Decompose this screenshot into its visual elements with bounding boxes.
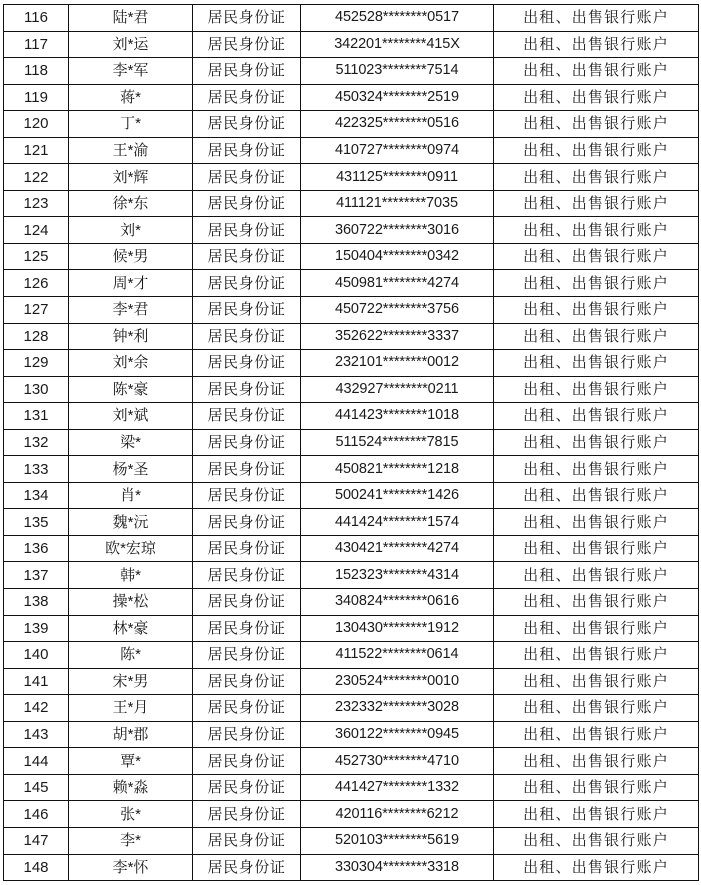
id-number-cell: 450981********4274: [301, 270, 494, 297]
person-name-cell: 杨*圣: [69, 456, 193, 483]
id-type-cell: 居民身份证: [193, 562, 301, 589]
id-type-cell: 居民身份证: [193, 403, 301, 430]
reason-cell: 出租、出售银行账户: [494, 84, 699, 111]
id-type-cell: 居民身份证: [193, 350, 301, 377]
id-type-cell: 居民身份证: [193, 217, 301, 244]
person-name-cell: 蒋*: [69, 84, 193, 111]
row-number-cell: 117: [4, 31, 69, 58]
row-number-cell: 146: [4, 801, 69, 828]
id-type-cell: 居民身份证: [193, 854, 301, 881]
row-number-cell: 121: [4, 137, 69, 164]
table-row: [4, 589, 699, 616]
id-type-cell: 居民身份证: [193, 323, 301, 350]
person-name-cell: 魏*沅: [69, 509, 193, 536]
table-row: [4, 429, 699, 456]
id-number-cell: 520103********5619: [301, 827, 494, 854]
id-type-cell: 居民身份证: [193, 270, 301, 297]
id-type-cell: 居民身份证: [193, 509, 301, 536]
reason-cell: 出租、出售银行账户: [494, 509, 699, 536]
table-row: [4, 5, 699, 32]
person-name-cell: 肖*: [69, 482, 193, 509]
row-number-cell: 131: [4, 403, 69, 430]
table-row: [4, 217, 699, 244]
row-number-cell: 145: [4, 774, 69, 801]
id-type-cell: 居民身份证: [193, 164, 301, 191]
reason-cell: 出租、出售银行账户: [494, 297, 699, 324]
row-number-cell: 134: [4, 482, 69, 509]
person-name-cell: 操*松: [69, 589, 193, 616]
table-row: [4, 84, 699, 111]
row-number-cell: 125: [4, 243, 69, 270]
row-number-cell: 138: [4, 589, 69, 616]
reason-cell: 出租、出售银行账户: [494, 217, 699, 244]
id-type-cell: 居民身份证: [193, 31, 301, 58]
reason-cell: 出租、出售银行账户: [494, 774, 699, 801]
id-type-cell: 居民身份证: [193, 297, 301, 324]
id-type-cell: 居民身份证: [193, 748, 301, 775]
person-name-cell: 钟*利: [69, 323, 193, 350]
table-row: [4, 297, 699, 324]
id-type-cell: 居民身份证: [193, 827, 301, 854]
reason-cell: 出租、出售银行账户: [494, 403, 699, 430]
reason-cell: 出租、出售银行账户: [494, 748, 699, 775]
id-number-cell: 342201********415X: [301, 31, 494, 58]
row-number-cell: 143: [4, 721, 69, 748]
person-name-cell: 王*渝: [69, 137, 193, 164]
id-number-cell: 130430********1912: [301, 615, 494, 642]
reason-cell: 出租、出售银行账户: [494, 243, 699, 270]
table-row: [4, 137, 699, 164]
reason-cell: 出租、出售银行账户: [494, 827, 699, 854]
table-row: [4, 164, 699, 191]
row-number-cell: 133: [4, 456, 69, 483]
row-number-cell: 144: [4, 748, 69, 775]
id-number-cell: 422325********0516: [301, 111, 494, 138]
row-number-cell: 142: [4, 695, 69, 722]
reason-cell: 出租、出售银行账户: [494, 111, 699, 138]
row-number-cell: 130: [4, 376, 69, 403]
row-number-cell: 141: [4, 668, 69, 695]
id-number-cell: 432927********0211: [301, 376, 494, 403]
id-type-cell: 居民身份证: [193, 137, 301, 164]
reason-cell: 出租、出售银行账户: [494, 350, 699, 377]
id-number-cell: 360122********0945: [301, 721, 494, 748]
reason-cell: 出租、出售银行账户: [494, 58, 699, 85]
person-name-cell: 徐*东: [69, 190, 193, 217]
row-number-cell: 140: [4, 642, 69, 669]
table-row: [4, 721, 699, 748]
table-row: [4, 774, 699, 801]
id-number-cell: 352622********3337: [301, 323, 494, 350]
id-number-cell: 450722********3756: [301, 297, 494, 324]
table-row: [4, 827, 699, 854]
person-name-cell: 赖*淼: [69, 774, 193, 801]
reason-cell: 出租、出售银行账户: [494, 5, 699, 32]
id-type-cell: 居民身份证: [193, 482, 301, 509]
reason-cell: 出租、出售银行账户: [494, 482, 699, 509]
id-type-cell: 居民身份证: [193, 243, 301, 270]
row-number-cell: 118: [4, 58, 69, 85]
row-number-cell: 132: [4, 429, 69, 456]
table-row: [4, 350, 699, 377]
id-number-cell: 511524********7815: [301, 429, 494, 456]
table-row: [4, 403, 699, 430]
id-type-cell: 居民身份证: [193, 589, 301, 616]
table-row: [4, 562, 699, 589]
row-number-cell: 147: [4, 827, 69, 854]
person-name-cell: 张*: [69, 801, 193, 828]
table-row: [4, 695, 699, 722]
reason-cell: 出租、出售银行账户: [494, 589, 699, 616]
id-number-cell: 410727********0974: [301, 137, 494, 164]
person-name-cell: 林*豪: [69, 615, 193, 642]
id-number-cell: 450821********1218: [301, 456, 494, 483]
reason-cell: 出租、出售银行账户: [494, 535, 699, 562]
person-name-cell: 李*怀: [69, 854, 193, 881]
reason-cell: 出租、出售银行账户: [494, 429, 699, 456]
id-number-cell: 420116********6212: [301, 801, 494, 828]
person-name-cell: 胡*郡: [69, 721, 193, 748]
id-type-cell: 居民身份证: [193, 58, 301, 85]
table-row: [4, 58, 699, 85]
row-number-cell: 126: [4, 270, 69, 297]
id-number-cell: 511023********7514: [301, 58, 494, 85]
table-row: [4, 456, 699, 483]
id-type-cell: 居民身份证: [193, 84, 301, 111]
table-row: [4, 801, 699, 828]
reason-cell: 出租、出售银行账户: [494, 31, 699, 58]
person-name-cell: 梁*: [69, 429, 193, 456]
person-name-cell: 李*: [69, 827, 193, 854]
id-type-cell: 居民身份证: [193, 456, 301, 483]
table-row: [4, 376, 699, 403]
reason-cell: 出租、出售银行账户: [494, 323, 699, 350]
table-row: [4, 748, 699, 775]
person-name-cell: 李*军: [69, 58, 193, 85]
row-number-cell: 124: [4, 217, 69, 244]
row-number-cell: 136: [4, 535, 69, 562]
id-number-cell: 452528********0517: [301, 5, 494, 32]
person-name-cell: 王*月: [69, 695, 193, 722]
id-type-cell: 居民身份证: [193, 5, 301, 32]
id-number-cell: 441423********1018: [301, 403, 494, 430]
id-type-cell: 居民身份证: [193, 668, 301, 695]
table-row: [4, 111, 699, 138]
reason-cell: 出租、出售银行账户: [494, 137, 699, 164]
person-name-cell: 陆*君: [69, 5, 193, 32]
id-number-cell: 360722********3016: [301, 217, 494, 244]
id-number-cell: 330304********3318: [301, 854, 494, 881]
row-number-cell: 148: [4, 854, 69, 881]
person-name-cell: 陈*: [69, 642, 193, 669]
table-row: [4, 323, 699, 350]
table-row: [4, 482, 699, 509]
id-type-cell: 居民身份证: [193, 642, 301, 669]
person-name-cell: 候*男: [69, 243, 193, 270]
table-row: [4, 854, 699, 881]
id-number-cell: 232332********3028: [301, 695, 494, 722]
reason-cell: 出租、出售银行账户: [494, 695, 699, 722]
id-number-cell: 150404********0342: [301, 243, 494, 270]
table-row: [4, 270, 699, 297]
row-number-cell: 128: [4, 323, 69, 350]
reason-cell: 出租、出售银行账户: [494, 270, 699, 297]
reason-cell: 出租、出售银行账户: [494, 668, 699, 695]
person-name-cell: 丁*: [69, 111, 193, 138]
row-number-cell: 127: [4, 297, 69, 324]
person-name-cell: 韩*: [69, 562, 193, 589]
person-name-cell: 刘*运: [69, 31, 193, 58]
row-number-cell: 135: [4, 509, 69, 536]
id-type-cell: 居民身份证: [193, 376, 301, 403]
person-name-cell: 覃*: [69, 748, 193, 775]
row-number-cell: 123: [4, 190, 69, 217]
table-row: [4, 190, 699, 217]
row-number-cell: 116: [4, 5, 69, 32]
id-type-cell: 居民身份证: [193, 801, 301, 828]
id-type-cell: 居民身份证: [193, 695, 301, 722]
person-name-cell: 陈*豪: [69, 376, 193, 403]
id-type-cell: 居民身份证: [193, 190, 301, 217]
id-type-cell: 居民身份证: [193, 721, 301, 748]
table-row: [4, 535, 699, 562]
reason-cell: 出租、出售银行账户: [494, 456, 699, 483]
table-row: [4, 615, 699, 642]
id-type-cell: 居民身份证: [193, 774, 301, 801]
table-row: [4, 668, 699, 695]
id-number-cell: 441427********1332: [301, 774, 494, 801]
id-number-cell: 450324********2519: [301, 84, 494, 111]
record-table: [3, 4, 699, 881]
id-number-cell: 431125********0911: [301, 164, 494, 191]
row-number-cell: 129: [4, 350, 69, 377]
reason-cell: 出租、出售银行账户: [494, 562, 699, 589]
reason-cell: 出租、出售银行账户: [494, 190, 699, 217]
table-row: [4, 642, 699, 669]
row-number-cell: 120: [4, 111, 69, 138]
table-row: [4, 243, 699, 270]
reason-cell: 出租、出售银行账户: [494, 721, 699, 748]
reason-cell: 出租、出售银行账户: [494, 642, 699, 669]
id-type-cell: 居民身份证: [193, 429, 301, 456]
id-number-cell: 152323********4314: [301, 562, 494, 589]
person-name-cell: 刘*斌: [69, 403, 193, 430]
id-number-cell: 340824********0616: [301, 589, 494, 616]
id-type-cell: 居民身份证: [193, 111, 301, 138]
table-row: [4, 31, 699, 58]
reason-cell: 出租、出售银行账户: [494, 376, 699, 403]
id-number-cell: 441424********1574: [301, 509, 494, 536]
reason-cell: 出租、出售银行账户: [494, 164, 699, 191]
id-type-cell: 居民身份证: [193, 535, 301, 562]
person-name-cell: 刘*辉: [69, 164, 193, 191]
row-number-cell: 139: [4, 615, 69, 642]
id-number-cell: 500241********1426: [301, 482, 494, 509]
id-number-cell: 232101********0012: [301, 350, 494, 377]
person-name-cell: 欧*宏琼: [69, 535, 193, 562]
person-name-cell: 周*才: [69, 270, 193, 297]
id-number-cell: 411522********0614: [301, 642, 494, 669]
reason-cell: 出租、出售银行账户: [494, 801, 699, 828]
id-type-cell: 居民身份证: [193, 615, 301, 642]
row-number-cell: 119: [4, 84, 69, 111]
id-number-cell: 430421********4274: [301, 535, 494, 562]
id-number-cell: 452730********4710: [301, 748, 494, 775]
reason-cell: 出租、出售银行账户: [494, 854, 699, 881]
person-name-cell: 刘*余: [69, 350, 193, 377]
id-number-cell: 230524********0010: [301, 668, 494, 695]
id-number-cell: 411121********7035: [301, 190, 494, 217]
row-number-cell: 122: [4, 164, 69, 191]
record-table-body: [4, 5, 699, 881]
reason-cell: 出租、出售银行账户: [494, 615, 699, 642]
table-row: [4, 509, 699, 536]
person-name-cell: 宋*男: [69, 668, 193, 695]
person-name-cell: 李*君: [69, 297, 193, 324]
row-number-cell: 137: [4, 562, 69, 589]
person-name-cell: 刘*: [69, 217, 193, 244]
